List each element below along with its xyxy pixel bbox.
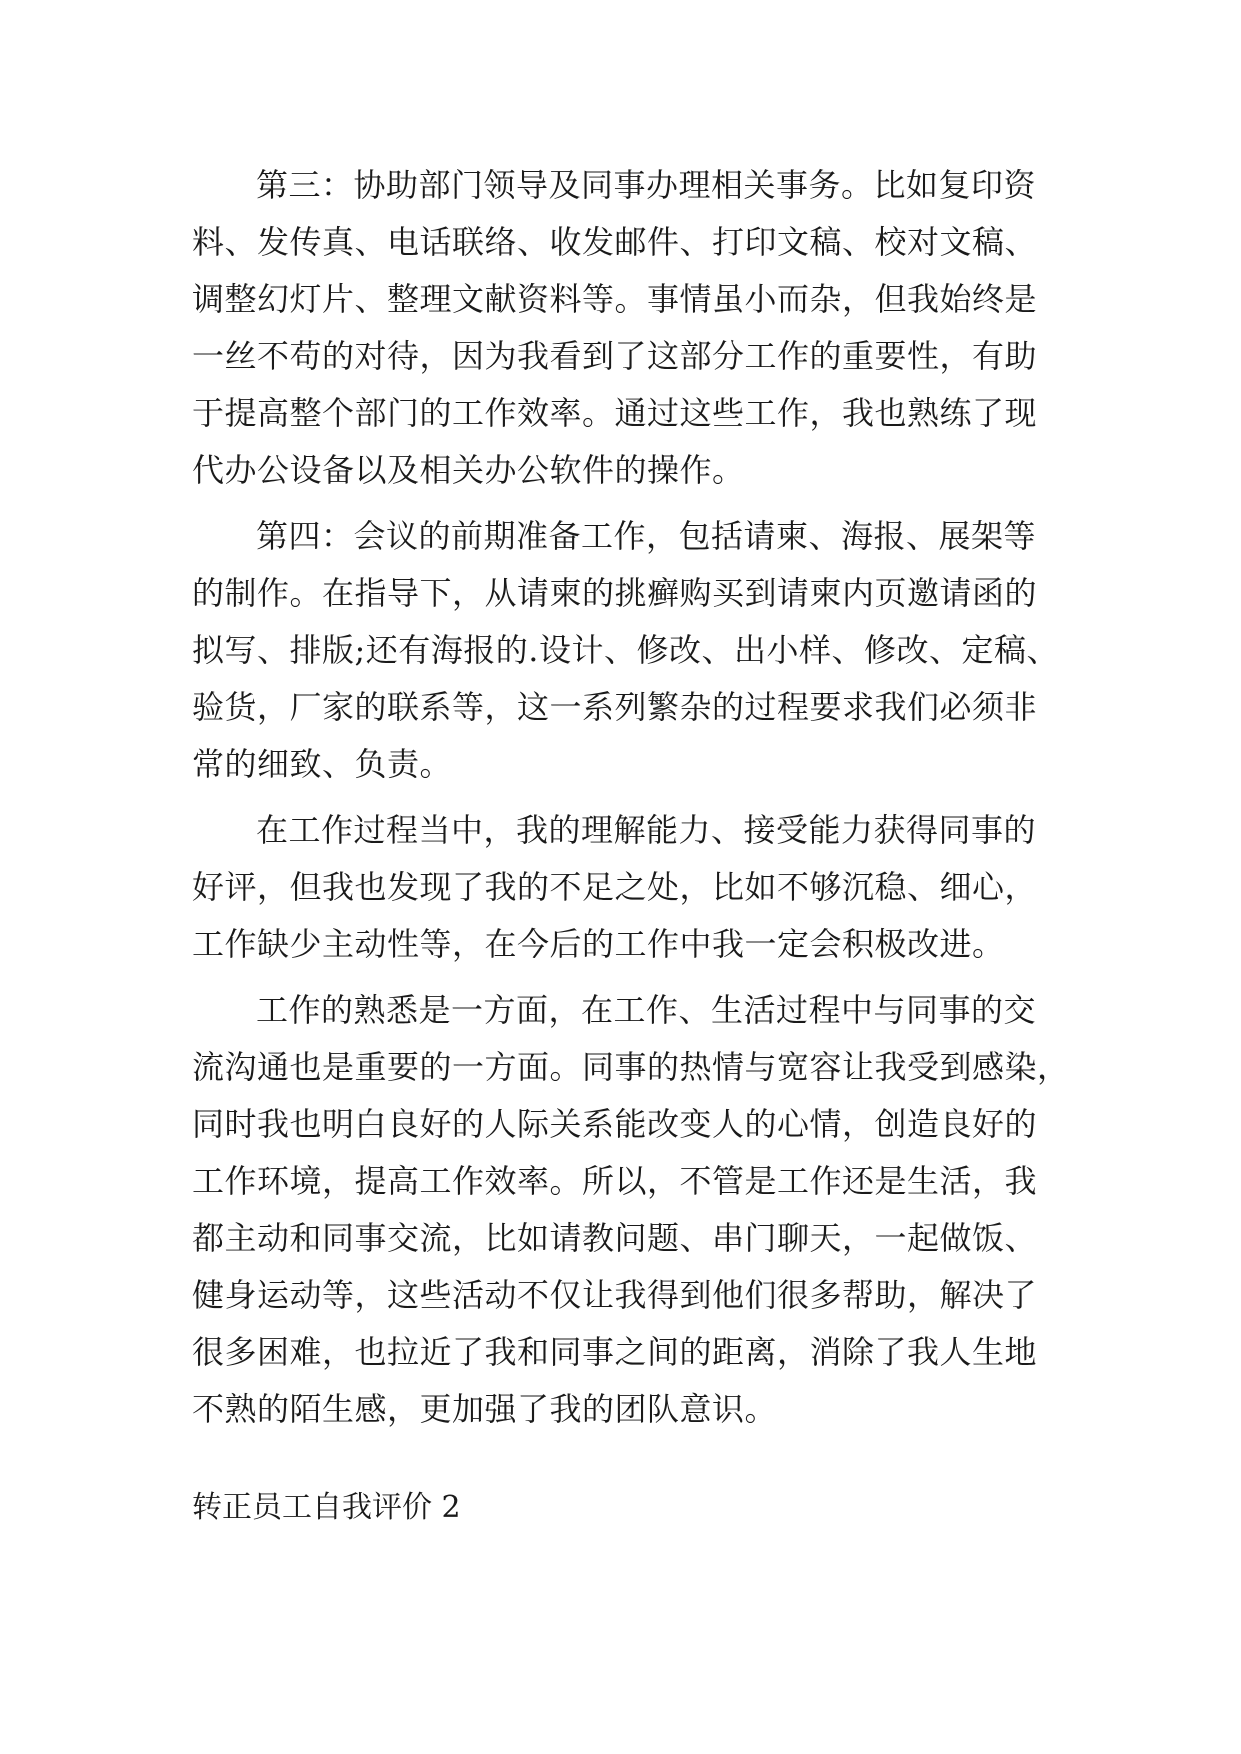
text-line: 料、发传真、电话联络、收发邮件、打印文稿、校对文稿、 <box>192 223 1038 261</box>
text-line: 工作缺少主动性等，在今后的工作中我一定会积极改进。 <box>192 925 1005 963</box>
text-line: 验货，厂家的联系等，这一系列繁杂的过程要求我们必须非 <box>192 688 1038 726</box>
text-line: 好评，但我也发现了我的不足之处，比如不够沉稳、细心， <box>192 868 1038 906</box>
text-line: 流沟通也是重要的一方面。同事的热情与宽容让我受到感染， <box>192 1048 1070 1086</box>
text-line: 于提高整个部门的工作效率。通过这些工作，我也熟练了现 <box>192 394 1038 432</box>
text-line: 健身运动等，这些活动不仅让我得到他们很多帮助，解决了 <box>192 1276 1038 1314</box>
text-line: 同时我也明白良好的人际关系能改变人的心情，创造良好的 <box>192 1105 1038 1143</box>
text-line: 调整幻灯片、整理文献资料等。事情虽小而杂，但我始终是 <box>192 280 1038 318</box>
text-line: 第四：会议的前期准备工作，包括请柬、海报、展架等 <box>256 517 1037 555</box>
text-line: 工作环境，提高工作效率。所以，不管是工作还是生活，我 <box>192 1162 1038 1200</box>
text-line: 拟写、排版;还有海报的.设计、修改、出小样、修改、定稿、 <box>192 631 1059 669</box>
text-line: 都主动和同事交流，比如请教问题、串门聊天，一起做饭、 <box>192 1219 1038 1257</box>
section-heading: 转正员工自我评价 2 <box>192 1490 461 1525</box>
text-line: 在工作过程当中，我的理解能力、接受能力获得同事的 <box>256 811 1037 849</box>
text-line: 代办公设备以及相关办公软件的操作。 <box>192 451 745 489</box>
text-line: 工作的熟悉是一方面，在工作、生活过程中与同事的交 <box>256 991 1037 1029</box>
text-line: 不熟的陌生感，更加强了我的团队意识。 <box>192 1390 778 1428</box>
text-line: 一丝不苟的对待，因为我看到了这部分工作的重要性，有助 <box>192 337 1038 375</box>
text-line: 第三：协助部门领导及同事办理相关事务。比如复印资 <box>256 166 1037 204</box>
text-line: 很多困难，也拉近了我和同事之间的距离，消除了我人生地 <box>192 1333 1038 1371</box>
text-line: 的制作。在指导下，从请柬的挑癣购买到请柬内页邀请函的 <box>192 574 1038 612</box>
text-line: 常的细致、负责。 <box>192 745 453 783</box>
